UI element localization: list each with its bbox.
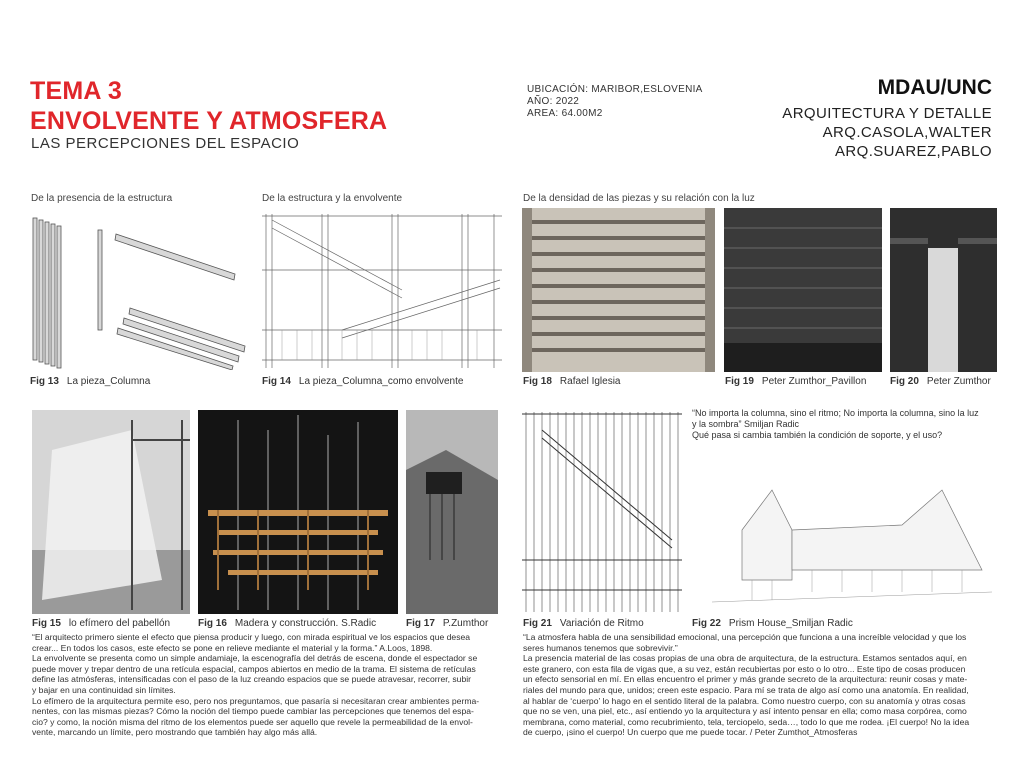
- text-line: un efecto sensorial en mí. En ellas encuentro el primer y más grande secreto de la arquitectura: reunir cosas y mate-: [523, 674, 968, 685]
- text-line: vente, marcando un límite, pero mostrando que también hay algo más allá.: [32, 727, 318, 738]
- fig-number: Fig 13: [30, 376, 59, 387]
- text-line: La envolvente se presenta como un simple andamiaje, la escenografía del detrás de escena, donde el espectador se: [32, 653, 478, 664]
- fig-title: Madera y construcción. S.Radic: [234, 618, 377, 629]
- text-line: define las atmósferas, intensificadas con el paso de la luz creando espacios que se puede atravesar, recorrer, subir: [32, 674, 472, 685]
- brand-credits: [782, 104, 992, 161]
- text-line: Lo efímero de la arquitectura permite eso, pero nos preguntamos, que pasaría si necesitaran crear ambientes perma-: [32, 695, 480, 706]
- section-label: De la densidad de las piezas y su relación con la luz: [523, 193, 755, 204]
- caption-fig19: [725, 376, 866, 387]
- fig14-envelope-drawing: [262, 210, 502, 370]
- caption-fig15: [32, 618, 170, 629]
- title-line2: ENVOLVENTE Y ATMOSFERA: [30, 107, 388, 135]
- fig15-ephemeral-pavilion-photo: [32, 410, 190, 614]
- caption-fig22: [692, 618, 853, 629]
- fig16-wood-construction-photo: [198, 410, 398, 614]
- text-line: “El arquitecto primero siente el efecto que piensa producir y luego, con mirada espiritual ve los espacios que desea: [32, 632, 471, 642]
- area-text: AREA: 64.00M2: [527, 108, 603, 119]
- text-line: La presencia material de las cosas propias de una obra de arquitectura, de la estructura. Estamos sentados aquí, en: [523, 653, 967, 664]
- body-text-left: [32, 632, 502, 738]
- brand-line: ARQ.SUAREZ,PABLO: [835, 143, 992, 160]
- caption-fig13: [30, 376, 150, 387]
- text-line: cio? y como, la noción misma del ritmo de los elementos puede ser aquello que revele la permeabilidad de la envol-: [32, 716, 473, 727]
- fig-number: Fig 14: [262, 376, 291, 387]
- fig-number: Fig 20: [890, 376, 919, 387]
- text-line: que no se ven, una piel, etc., así entiendo yo la arquitectura y así intento pensar en ella; como masa corpórea, como: [523, 706, 967, 717]
- fig-title: P.Zumthor: [442, 618, 489, 629]
- fig-number: Fig 18: [523, 376, 552, 387]
- fig20-zumthor-photo: [890, 208, 997, 372]
- project-meta: [527, 84, 703, 120]
- year-text: AÑO: 2022: [527, 96, 580, 107]
- fig-title: lo efímero del pabellón: [68, 618, 171, 629]
- fig-title: Rafael Iglesia: [559, 376, 621, 387]
- fig-number: Fig 17: [406, 618, 435, 629]
- fig22-prism-house-sketch: [692, 470, 997, 614]
- caption-fig17: [406, 618, 488, 629]
- quote-line: “No importa la columna, sino el ritmo; No importa la columna, sino la luz: [692, 408, 979, 418]
- text-line: “La atmosfera habla de una sensibilidad emocional, una percepción que funciona a una increíble velocidad y que los: [523, 632, 967, 642]
- fig19-pavillon-photo: [724, 208, 882, 372]
- fig-title: Peter Zumthor: [926, 376, 991, 387]
- brand-line: ARQ.CASOLA,WALTER: [822, 124, 992, 141]
- body-text-right: [523, 632, 998, 738]
- text-line: y bajar en una continuidad sin límites.: [32, 684, 176, 695]
- text-line: membrana, como material, como recubrimiento, tela, terciopelo, seda…, todo lo que me rodea. ¡El cuerpo! No la idea: [523, 716, 970, 727]
- caption-fig21: [523, 618, 644, 629]
- fig-number: Fig 21: [523, 618, 552, 629]
- fig18-wood-stack-photo: [522, 208, 715, 372]
- text-line: seres humanos tenemos que sobrevivir.”: [523, 642, 678, 653]
- title-line1: TEMA 3: [30, 77, 122, 105]
- quote-line: Qué pasa si cambia también la condición de soporte, y el uso?: [692, 430, 943, 440]
- page-subtitle: LAS PERCEPCIONES DEL ESPACIO: [31, 135, 300, 152]
- caption-fig14: [262, 376, 463, 387]
- location-text: UBICACIÓN: MARIBOR,ESLOVENIA: [527, 84, 703, 95]
- caption-fig20: [890, 376, 991, 387]
- fig-title: La pieza_Columna: [66, 376, 151, 387]
- text-line: este granero, con esta fila de vigas que, a su vez, están recubiertas por esto o lo otro... Este tipo de cosas producen: [523, 663, 966, 674]
- text-line: puede mover y trepar dentro de una retícula espacial, campos abiertos en medio de la trama. El sistema de retículas: [32, 663, 476, 674]
- brand-title: MDAU/UNC: [877, 76, 992, 99]
- text-line: al hablar de ‘cuerpo’ lo hago en el sentido literal de la palabra. Como nuestro cuerpo, con su anatomía y otras cosas: [523, 695, 966, 706]
- section-label: De la presencia de la estructura: [31, 193, 173, 204]
- radic-quote: [692, 408, 992, 441]
- text-line: nentes, con las mismas piezas? Cómo la noción del tiempo puede cambiar las percepciones que tenemos del espa-: [32, 706, 474, 717]
- fig-number: Fig 15: [32, 618, 61, 629]
- caption-fig18: [523, 376, 621, 387]
- section-label: De la estructura y la envolvente: [262, 193, 403, 204]
- brand-line: ARQUITECTURA Y DETALLE: [782, 105, 992, 122]
- quote-line: y la sombra” Smiljan Radic: [692, 419, 800, 429]
- caption-fig16: [198, 618, 376, 629]
- fig-title: Variación de Ritmo: [559, 618, 644, 629]
- text-line: de cuerpo, ¡sino el cuerpo! Un cuerpo que me puede tocar. / Peter Zumthot_Atmosferas: [523, 727, 858, 738]
- fig-number: Fig 19: [725, 376, 754, 387]
- text-line: riales del mundo para que, unidos; creen este espacio. Para mí se trata de algo así como una anatomía. En realidad,: [523, 684, 969, 695]
- fig-title: Peter Zumthor_Pavillon: [761, 376, 867, 387]
- fig13-column-pieces-image: [30, 210, 250, 370]
- fig-title: Prism House_Smiljan Radic: [728, 618, 853, 629]
- text-line: crear... En todos los casos, este efecto se pone en relieve mediante el material y la forma.” A.Loos, 1898.: [32, 642, 433, 653]
- fig17-zumthor-cliff-photo: [406, 410, 498, 614]
- fig-title: La pieza_Columna_como envolvente: [298, 376, 464, 387]
- fig-number: Fig 16: [198, 618, 227, 629]
- fig-number: Fig 22: [692, 618, 721, 629]
- fig21-rhythm-drawing: [522, 410, 682, 614]
